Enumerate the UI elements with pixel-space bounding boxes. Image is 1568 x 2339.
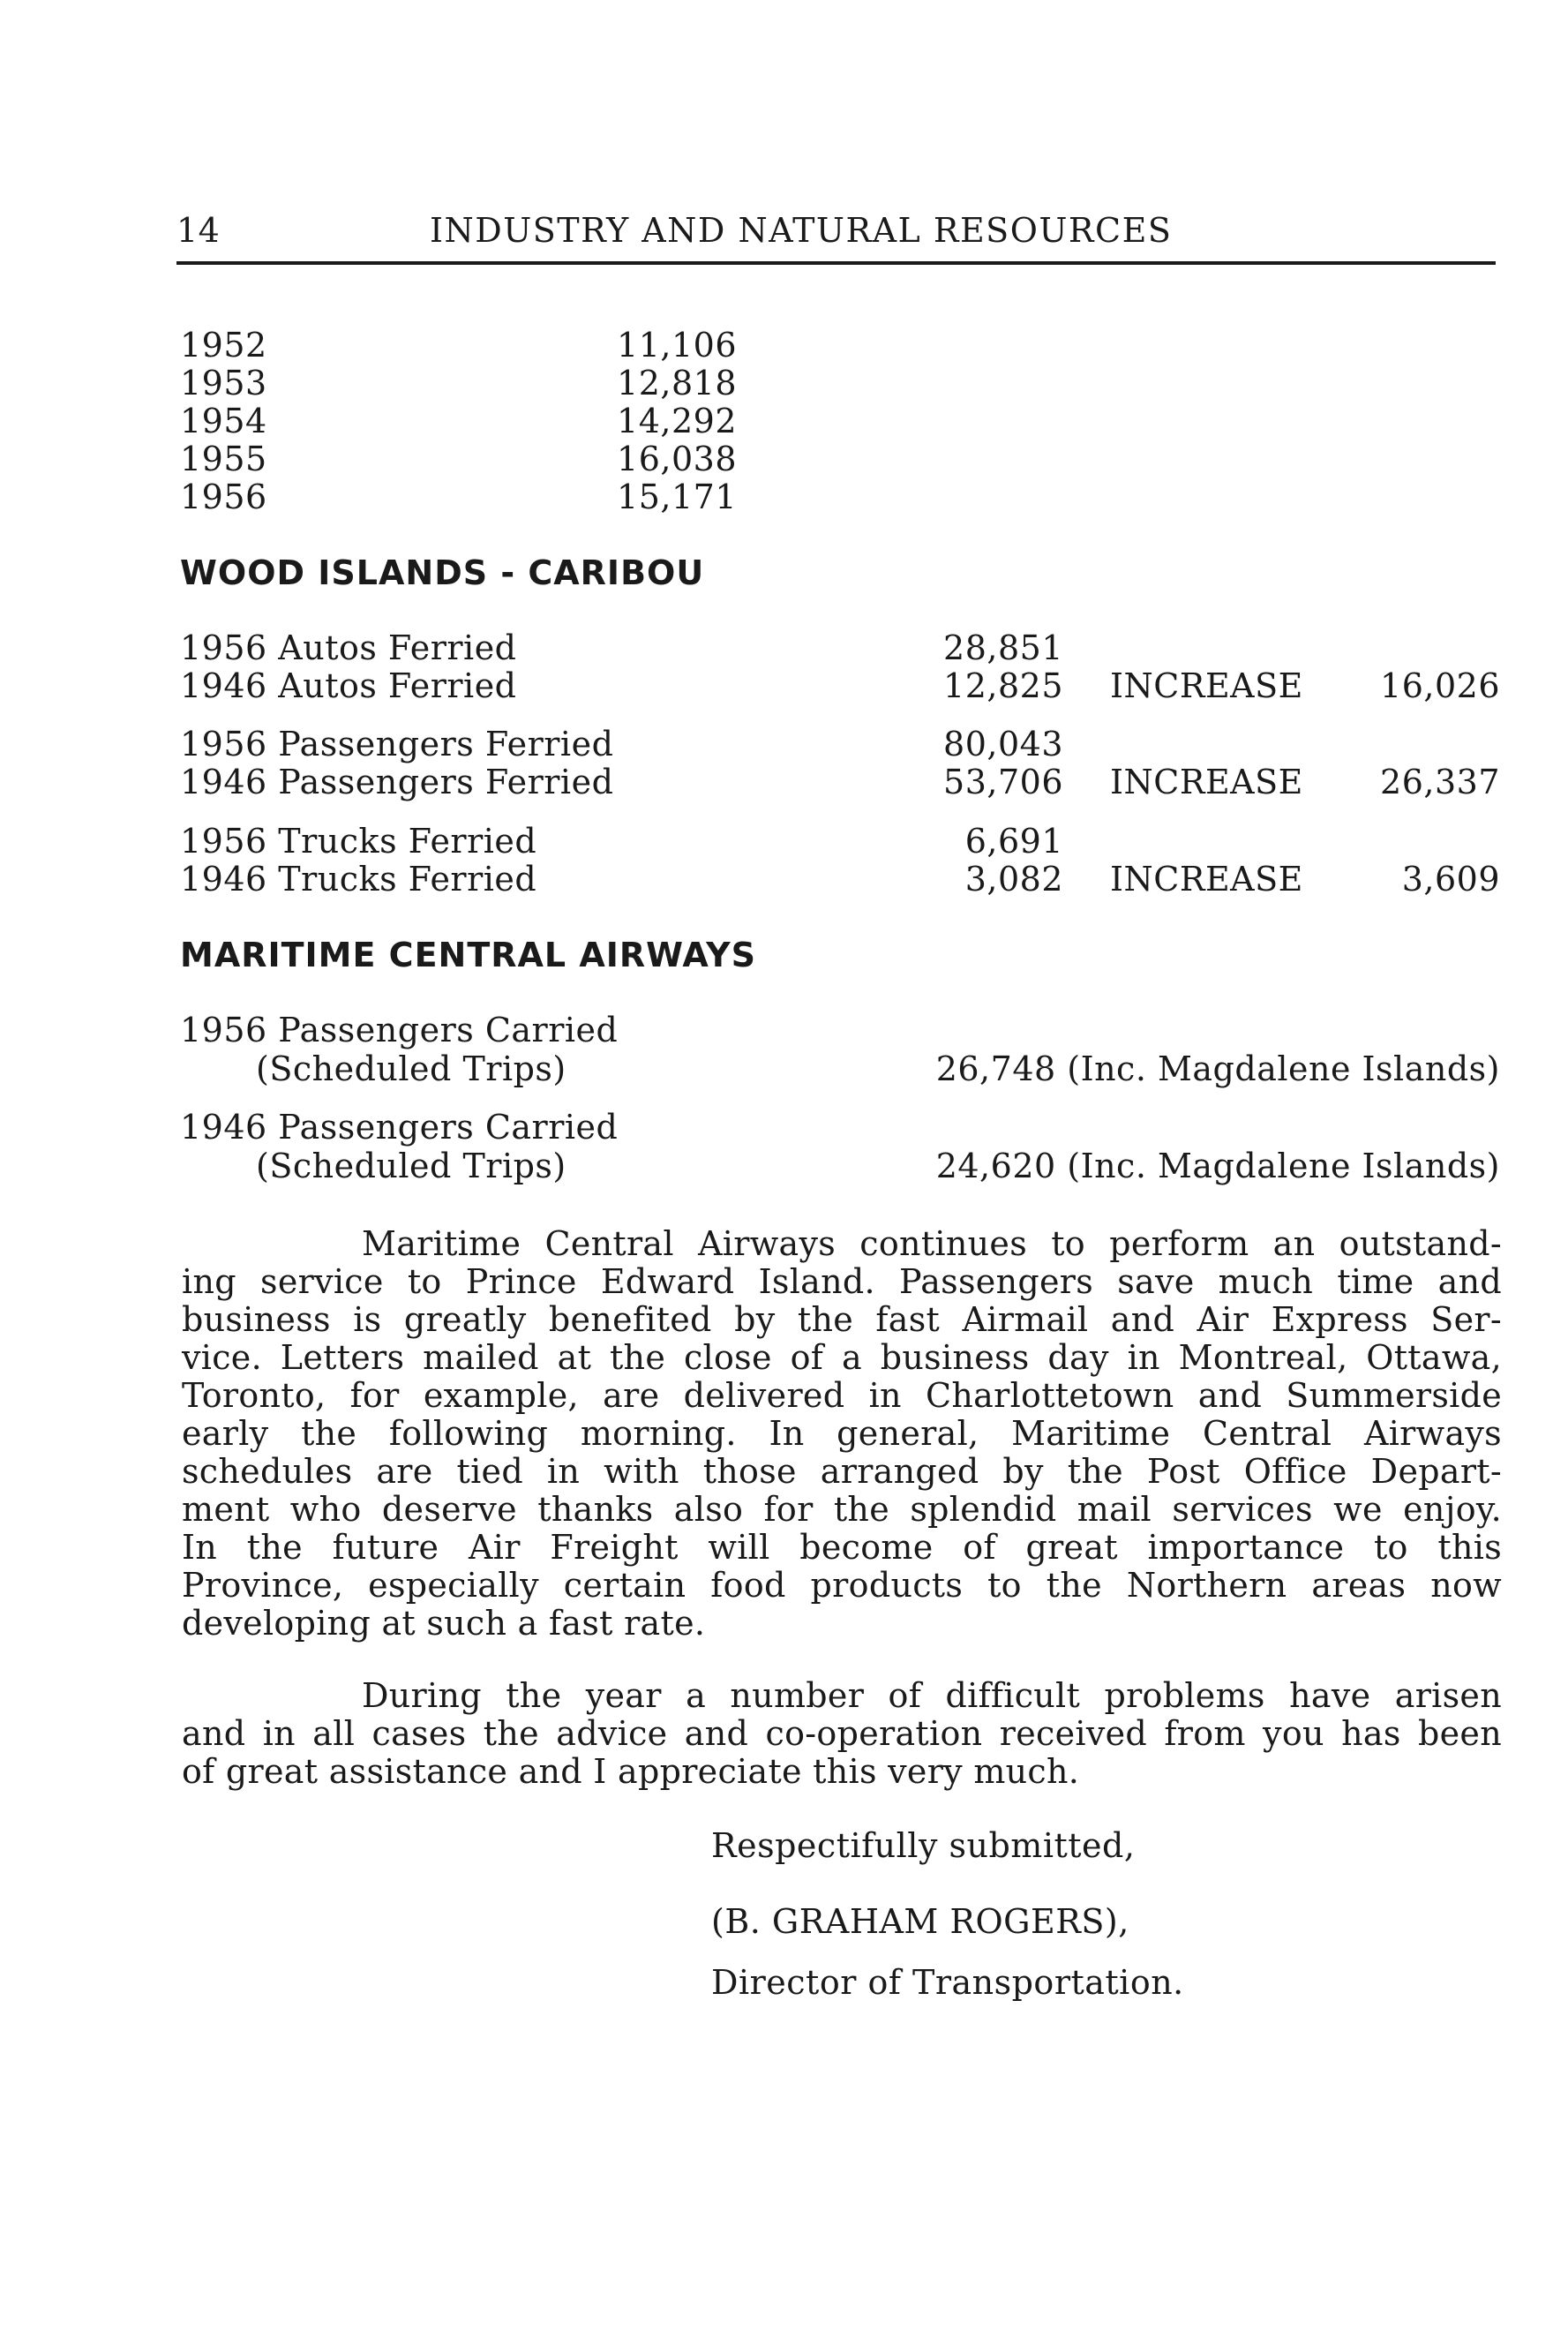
row-value: 53,706 xyxy=(943,763,1063,801)
entry-value: 24,620 (Inc. Magdalene Islands) xyxy=(935,1147,1500,1185)
signatory-position: Director of Transportation. xyxy=(711,1963,1184,2002)
row-label: 1956 Passengers Ferried xyxy=(180,725,614,763)
paragraph-line: business is greatly benefited by the fast Airmail and Air Express Ser- xyxy=(182,1300,1502,1339)
year-cell: 1953 xyxy=(180,364,267,402)
paragraph-line: schedules are tied in with those arranged by the Post Office Depart- xyxy=(182,1452,1502,1491)
entry-value: 26,748 (Inc. Magdalene Islands) xyxy=(935,1049,1500,1088)
signatory-name: (B. GRAHAM ROGERS), xyxy=(711,1902,1129,1941)
increase-value: 3,609 xyxy=(1401,860,1500,899)
header-rule xyxy=(176,261,1496,265)
page-title: INDUSTRY AND NATURAL RESOURCES xyxy=(430,211,1173,250)
paragraph-line: ing service to Prince Edward Island. Passengers save much time and xyxy=(182,1262,1502,1301)
paragraph-line: vice. Letters mailed at the close of a business day in Montreal, Ottawa, xyxy=(182,1338,1502,1377)
row-value: 3,082 xyxy=(964,860,1063,899)
row-value: 6,691 xyxy=(964,822,1063,861)
year-cell: 1956 xyxy=(180,478,267,516)
paragraph-line: ment who deserve thanks also for the splendid mail services we enjoy. xyxy=(182,1490,1502,1529)
year-cell: 1954 xyxy=(180,402,267,440)
value-cell: 14,292 xyxy=(617,402,737,440)
entry-line2: (Scheduled Trips) xyxy=(256,1147,566,1185)
row-label: 1956 Autos Ferried xyxy=(180,628,517,667)
paragraph-line: developing at such a fast rate. xyxy=(182,1604,706,1643)
entry-line1: 1946 Passengers Carried xyxy=(180,1108,619,1147)
value-cell: 11,106 xyxy=(617,326,737,365)
increase-label: INCREASE xyxy=(1110,763,1303,801)
page-number: 14 xyxy=(176,211,221,250)
increase-label: INCREASE xyxy=(1110,860,1303,899)
year-cell: 1955 xyxy=(180,440,267,478)
paragraph-line: Maritime Central Airways continues to perform an outstand- xyxy=(362,1224,1502,1263)
value-cell: 12,818 xyxy=(617,364,737,402)
year-cell: 1952 xyxy=(180,326,267,365)
entry-line2: (Scheduled Trips) xyxy=(256,1049,566,1088)
row-label: 1946 Trucks Ferried xyxy=(180,860,537,899)
row-label: 1946 Passengers Ferried xyxy=(180,763,614,801)
increase-value: 16,026 xyxy=(1380,666,1500,705)
paragraph-line: Toronto, for example, are delivered in Charlottetown and Summerside xyxy=(182,1376,1502,1415)
paragraph-line: of great assistance and I appreciate this very much. xyxy=(182,1752,1080,1791)
paragraph-line: and in all cases the advice and co-operation received from you has been xyxy=(182,1714,1502,1753)
paragraph-line: Province, especially certain food products to the Northern areas now xyxy=(182,1566,1502,1605)
row-value: 12,825 xyxy=(943,666,1063,705)
paragraph-line: During the year a number of difficult problems have arisen xyxy=(362,1676,1502,1715)
section-heading-maritime: MARITIME CENTRAL AIRWAYS xyxy=(180,936,757,974)
increase-value: 26,337 xyxy=(1380,763,1500,801)
row-label: 1946 Autos Ferried xyxy=(180,666,517,705)
value-cell: 16,038 xyxy=(617,440,737,478)
closing-salutation: Respectifully submitted, xyxy=(711,1826,1136,1865)
row-value: 80,043 xyxy=(943,725,1063,763)
paragraph-line: early the following morning. In general, Maritime Central Airways xyxy=(182,1414,1502,1453)
paragraph-line: In the future Air Freight will become of great importance to this xyxy=(182,1528,1502,1567)
row-value: 28,851 xyxy=(943,628,1063,667)
increase-label: INCREASE xyxy=(1110,666,1303,705)
body-paragraph xyxy=(182,1225,1502,1643)
row-label: 1956 Trucks Ferried xyxy=(180,822,537,861)
section-heading-wood-islands: WOOD ISLANDS - CARIBOU xyxy=(180,553,705,592)
entry-line1: 1956 Passengers Carried xyxy=(180,1011,619,1049)
value-cell: 15,171 xyxy=(617,478,737,516)
body-paragraph xyxy=(182,1677,1502,1791)
